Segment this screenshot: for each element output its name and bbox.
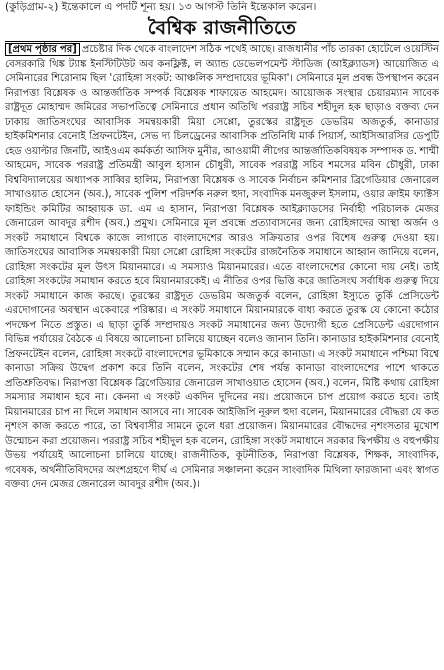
paragraph-text: প্রচেষ্টার দিক থেকে বাংলাদেশ সঠিক পথেই আছে। রাজধানীর পাঁচ তারকা হোটেলে ওয়েস্টিন বেসরকারি থিঙ্ক ট্যাঙ্ক ইনস্টিটিউট অব কনফ্লিক্ট, ল অ্যান্ড ডেভেলপমেন্ট স্টাডিজ (আইক্ল্যাডস) আয়োজিত এ সেমিনারের শিরোনাম ছিল 'রোহিঙ্গা সংকট: আঞ্চলিক সম্প্রদায়ের ভূমিকা'। সেমিনারে মূল প্রবন্ধ উপস্থাপন করেন নিরাপত্তা বিশ্লেষক ও আন্তর্জাতিক সম্পর্ক বিশ্লেষক শাফায়েত আহমেদ। আয়োজক সংস্থার চেয়ারম্যান সাবেক রাষ্ট্রদূত মোহাম্মদ জমিরের সভাপতিত্বে সেমিনারে প্রধান অতিথি পররাষ্ট্র সচিব শহীদুল হক ছাড়াও বক্তব্য দেন ঢাকায় জাতিসংঘের আবাসিক সমন্বয়কারী মিয়া সেপ্পো, তুরস্কের রাষ্ট্রদূত ডেভরিম অজতুর্ক, কানাডার হাইকমিশনার বেনোই প্রিফনটেইন, সেভ দ্য চিলড্রেনের আবাসিক প্রতিনিধি মার্ক পিয়ার্স, আইসিআরসির ডেপুটি হেড ওয়াল্টার জিনটি, আইওএম কর্মকর্তা আসিফ মুনীর, আওয়ামী লীগের আন্তর্জাতিকবিষয়ক সম্পাদক ড. শাম্মী আহমেদ, সাবেক পররাষ্ট্র প্রতিমন্ত্রী আবুল হাসান চৌধুরী, সাবেক পররাষ্ট্র সচিব শমসের মবিন চৌধুরী, ঢাকা বিশ্ববিদ্যালয়ের অধ্যাপক সাব্বির হালিম, নিরাপত্তা বিশ্লেষক ও সাবেক নির্বাচন কমিশনার ব্রিগেডিয়ার জেনারেল সাখাওয়াত হোসেন (অব.), সাবেক পুলিশ পরিদর্শক নরুল হুদা, সংবাদিক মনজুরুল ইসলাম, ওয়ার ক্রাইম ফ্যাক্টস ফাইন্ডিং কমিটির আহ্বায়ক ডা. এম এ হাসান, নিরাপত্তা বিশ্লেষক আইক্ল্যাডসের নির্বাহী পরিচালক মেজর জেনারেল আবদুর রশীদ (অব.) প্রমুখ। সেমিনারে মূল প্রবন্ধে প্রত্যাবাসনের জন্য রোহিঙ্গাদের আস্থা অর্জন ও সংকট সমাধানে বিশ্বকে কাজে লাগাতে বাংলাদেশের আরও সক্রিয়তার ওপর বিশেষ গুরুত্ব দেওয়া হয়। জাতিসংঘের আবাসিক সমন্বয়কারী মিয়া সেপ্পো রোহিঙ্গা সংকটের রাজনৈতিক সমাধানে আহ্বান জানিয়ে বলেন, রোহিঙ্গা সংকটের মূল উৎস মিয়ানমারে। এ সমস্যাও মিয়ানমারের। এতে বাংলাদেশের কোনো দায় নেই। তাই রোহিঙ্গা সংকটের সমাধান করতে হবে মিয়ানমারকেই। এ নীতির ওপর ভিত্তি করে জাতিসংঘ সর্বাধিক গুরুত্ব দিয়ে সংকট সমাধানে কাজ করছে। তুরস্কের রাষ্ট্রদূত ডেভরিম অজতুর্ক বলেন, রোহিঙ্গা ইস্যুতে তুর্কি প্রেসিডেন্ট এরদোগানের অবস্থান একেবারে পরিষ্কার। এ সংকট সমাধানে মিয়ানমারকে বাধ্য করতে তুরস্ক যে কোনো কঠোর পদক্ষেপ নিতে প্রস্তুত। এ ছাড়া তুর্কি সম্প্রদায়ও সংকট সমাধানের জন্য উদ্যোগী হতে প্রেসিডেন্ট এরদোগান বিভিন্ন পর্যায়ের বৈঠকে এ বিষয়ে আলোচনা চালিয়ে যাচ্ছেন বলেও জানান তিনি। কানাডার হাইকমিশনার বেনোই প্রিফনটেইন বলেন, রোহিঙ্গা সংকটে বাংলাদেশের ভূমিকাকে সম্মান করে কানাডা। এ সংকট সমাধানে পশ্চিমা বিশ্বে কানাডা সক্রিয় উদ্বেগ প্রকাশ করে তিনি বলেন, সংকটের শেষ পর্যন্ত কানাডা বাংলাদেশের পাশে থাকতে প্রতিশ্রুতিবদ্ধ। নিরাপত্তা বিশ্লেষক ব্রিগেডিয়ার জেনারেল সাখাওয়াত হোসেন (অব.) বলেন, মিষ্টি কথায় রোহিঙ্গা সমস্যার সমাধান হবে না। কেননা এ সংকট একদিন দুদিনের নয়। প্রয়োজনে চাপ প্রয়োগ করতে হবে। তাই মিয়ানমারের চাপ না দিলে সমাধান আসবে না। সাবেক আইজিপি নূরুল হুদা বলেন, মিয়ানমারের বৌদ্ধরা যে কত নৃশংস কাজ করতে পারে, তা বিশ্ববাসীর সামনে তুলে ধরা প্রয়োজন। মিয়ানমারের বৌদ্ধদের নৃশংসতার মুখোশ উন্মোচন করা প্রয়োজন। পররাষ্ট্র সচিব শহীদুল হক বলেন, রোহিঙ্গা সংকট সমাধানে সরকার দ্বিপক্ষীয় ও বহুপক্ষীয় উভয় পর্যায়েই আলোচনা চালিয়ে যাচ্ছে। রাজনীতিক, কূটনীতিক, নিরাপত্তা বিশ্লেষক, শিক্ষক, সাংবাদিক, গবেষক, অর্থনীতিবিদদের অংশগ্রহণে দীর্ঘ এ সেমিনার সঞ্চালনা করেন সাংবাদিক মিথিলা ফারজানা এবং স্বাগত বক্তব্য দেন মেজর জেনারেল আবদুর রশীদ (অব.)।: [5, 44, 439, 490]
newspaper-page: [0, 1, 444, 670]
article-headline: বৈশ্বিক রাজনীতিতে: [147, 17, 297, 39]
previous-article-fragment: (কুড়িগ্রাম-২) ইন্তেকালে এ পদটি শূন্য হয়। ১৩ আগস্ট তিনি ইন্তেকাল করেন।: [5, 1, 317, 13]
article-body: [5, 43, 439, 493]
article-paragraph: [5, 43, 439, 493]
continuation-label: [প্রথম পৃষ্ঠার পর]: [5, 43, 80, 56]
headline-divider: [5, 41, 439, 42]
